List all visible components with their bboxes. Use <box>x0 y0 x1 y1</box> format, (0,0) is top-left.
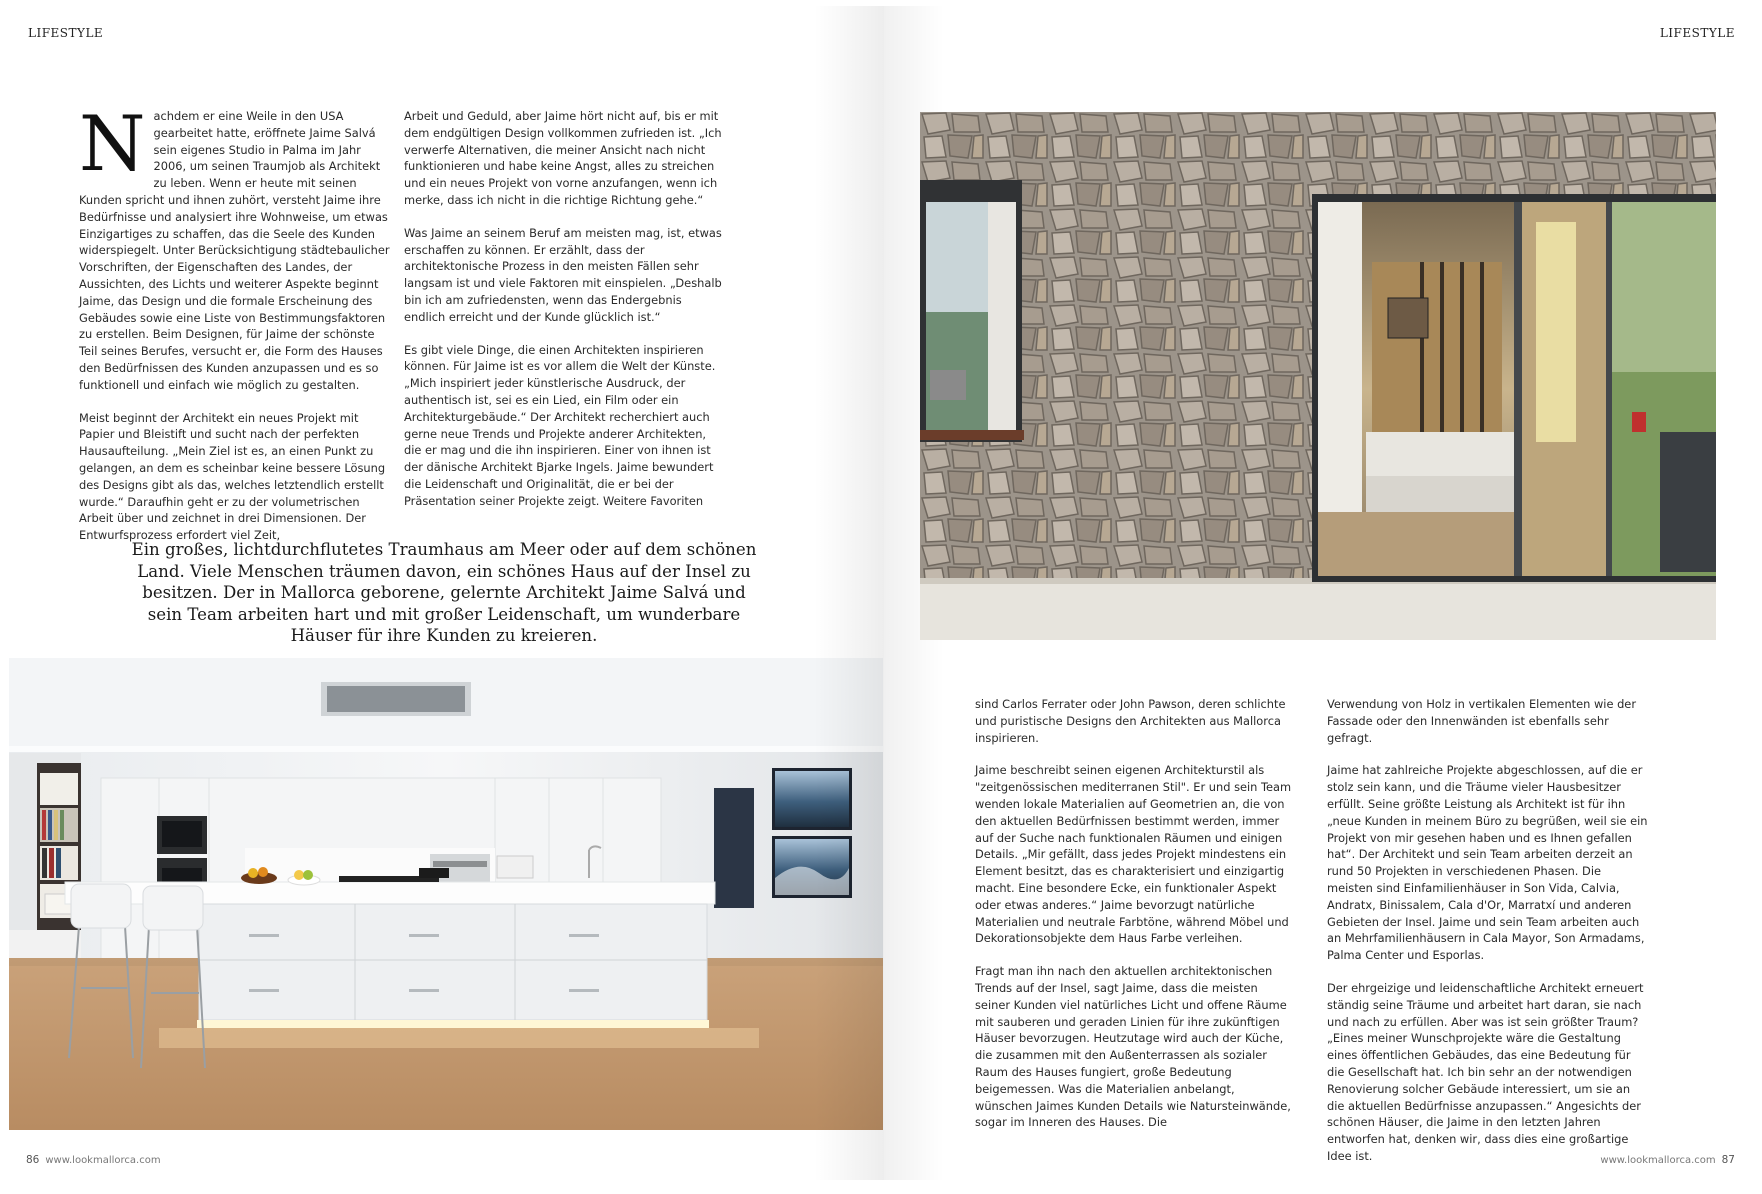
paragraph: Was Jaime an seinem Beruf am meisten mag, ist, etwas erschaffen zu können. Er erzählt, dass der architektonische Prozess in den meisten Fällen sehr langsam ist und viele Faktoren mit einspielen. „Deshalb bin ich am zufriedensten, wenn das Endergebnis endlich erreicht und der Kunde glücklich ist.“ <box>404 225 722 324</box>
lead-paragraph: Ein großes, lichtdurchflutetes Traumhaus am Meer oder auf dem schönen Land. Viele Menschen träumen davon, ein schönes Haus auf der Insel zu besitzen. Der in Mallorca geborene, gelernte Architekt Jaime Salvá und sein Team arbeiten hart und mit großer Leidenschaft, um wunderbare Häuser für ihre Kunden zu kreieren. <box>131 540 757 646</box>
website-url: www.lookmallorca.com <box>45 1155 161 1166</box>
paragraph: Es gibt viele Dinge, die einen Architekten inspirieren können. Für Jaime ist es vor allem die Welt der Künste. „Mich inspiriert jeder künstlerische Ausdruck, der authentisch ist, sei es ein Lied, ein Film oder ein Architekturgebäude.“ Der Architekt recherchiert auch gerne neue Trends und Projekte anderer Architekten, die er mag und die ihn inspirieren. Einer von ihnen ist der dänische Architekt Bjarke Ingels. Jaime bewundert die Leidenschaft und Originalität, die er bei der Präsentation seiner Projekte zeigt. Weitere Favoriten <box>404 342 716 508</box>
kitchen-photo <box>9 658 883 1130</box>
paragraph: Verwendung von Holz in vertikalen Elementen wie der Fassade oder den Innenwänden ist ebenfalls sehr gefragt. <box>1327 697 1637 745</box>
paragraph <box>79 99 393 394</box>
page-footer <box>26 1154 167 1166</box>
paragraph: Jaime hat zahlreiche Projekte abgeschlossen, auf die er stolz sein kann, und die Träume vieler Hausbesitzer erfüllt. Seine größte Leistung als Architekt ist für ihn „neue Kunden in meinem Büro zu begrüßen, weil sie ein Projekt von mir gesehen haben und es Ihnen gefallen hat“. Der Architekt und sein Team arbeiten derzeit an rund 50 Projekten in verschiedenen Phasen. Die meisten sind Einfamilienhäuser in Son Vida, Calvia, Andratx, Binissalem, Cala d'Or, Marratxí und anderen Gebieten der Insel. Jaime und sein Team arbeiten auch an Mehrfamilienhäusern in Cala Mayor, Son Armadams, Palma Center und Esporlas. <box>1327 763 1648 963</box>
paragraph: Arbeit und Geduld, aber Jaime hört nicht auf, bis er mit dem endgültigen Design vollkommen zufrieden ist. „Ich verwerfe Alternativen, die meiner Ansicht nach nicht funktionieren und habe keine Angst, alles zu streichen und ein neues Projekt von vorne anzufangen, wenn ich merke, dass ich nicht in die richtige Richtung gehe.“ <box>404 109 722 207</box>
section-label: LIFESTYLE <box>28 26 104 40</box>
dropcap: N <box>79 99 146 188</box>
article-column-2 <box>404 108 722 526</box>
stone-facade-photo <box>920 112 1716 640</box>
page-number: 87 <box>1721 1154 1735 1166</box>
paragraph: Jaime beschreibt seinen eigenen Architekturstil als "zeitgenössischen mediterranen Stil". Er und sein Team wenden lokale Materialien auf Geometrien an, die von den aktuellen Bedürfnissen bestimmt werden, immer auf der Suche nach funktionalen Räumen und einigen Details. „Mir gefällt, dass jedes Projekt mindestens ein Element besitzt, das es charakterisiert und einzigartig macht. Eine besondere Ecke, ein funktionaler Aspekt oder etwas anderes.“ Jaime bevorzugt natürliche Materialien und neutrale Farbtöne, während Möbel und Dekorationsobjekte dem Haus Farbe verleihen. <box>975 763 1292 946</box>
right-page <box>884 6 1754 1180</box>
article-column-3 <box>975 696 1293 1147</box>
page-footer <box>1594 1154 1735 1166</box>
website-url: www.lookmallorca.com <box>1600 1155 1716 1166</box>
section-label: LIFESTYLE <box>1659 26 1735 40</box>
article-column-1 <box>79 99 393 560</box>
left-page <box>9 6 884 1180</box>
paragraph: Fragt man ihn nach den aktuellen architektonischen Trends auf der Insel, sagt Jaime, dass die meisten seiner Kunden viel natürliches Licht und offene Räume mit sauberen und geraden Linien für ihre zukünftigen Häuser bevorzugen. Heutzutage wird auch der Küche, die zusammen mit den Außenterrassen als sozialer Raum des Hauses fungiert, große Bedeutung beigemessen. Was die Materialien anbelangt, wünschen Jaimes Kunden Details wie Natursteinwände, sogar im Inneren des Hauses. Die <box>975 964 1291 1130</box>
paragraph: Meist beginnt der Architekt ein neues Projekt mit Papier und Bleistift und sucht nach der perfekten Hausaufteilung. „Mein Ziel ist es, an einen Punkt zu gelangen, an dem es scheinbar keine bessere Lösung des Designs gibt als das, welches letztendlich erstellt wurde.“ Daraufhin geht er zu der volumetrischen Arbeit über und zeichnet in drei Dimensionen. Der Entwurfsprozess erfordert viel Zeit, <box>79 410 386 543</box>
page-number: 86 <box>26 1154 40 1166</box>
paragraph: Der ehrgeizige und leidenschaftliche Architekt erneuert ständig seine Träume und arbeitet hart daran, sie nach und nach zu erfüllen. Aber was ist sein größter Traum? „Eines meiner Wunschprojekte wäre die Gestaltung eines öffentlichen Gebäudes, das eine Bedeutung für die Gesellschaft hat. Ich bin sehr an der notwendigen Renovierung solcher Gebäude interessiert, um sie an die aktuellen Bedürfnisse anzupassen.“ Angesichts der schönen Häuser, die Jaime in den letzten Jahren entworfen hat, denken wir, dass dies eine großartige Idee ist. <box>1327 980 1644 1163</box>
paragraph-text: achdem er eine Weile in den USA gearbeitet hatte, eröffnete Jaime Salvá sein eigenes Studio in Palma im Jahr 2006, um seinen Traumjob als Architekt zu leben. Wenn er heute mit seinen Kunden spricht und ihnen zuhört, versteht Jaime ihre Bedürfnisse und analysiert ihre Wohnweise, um etwas Einzigartiges zu schaffen, das die Seele des Kunden widerspiegelt. Unter Berücksichtigung städtebaulicher Vorschriften, der Eigenschaften des Landes, der Aussichten, des Lichts und weiterer Aspekte beginnt Jaime, das Design und die formale Erscheinung des Gebäudes sowie eine Liste von Bestimmungsfaktoren zu erstellen. Beim Designen, für Jaime der schönste Teil seines Berufes, versucht er, die Form des Hauses den Bedürfnissen des Kunden anzupassen und es so funktionell und einfach wie möglich zu gestalten. <box>79 109 390 392</box>
paragraph: sind Carlos Ferrater oder John Pawson, deren schlichte und puristische Designs den Architekten aus Mallorca inspirieren. <box>975 697 1286 745</box>
article-column-4 <box>1327 696 1649 1181</box>
